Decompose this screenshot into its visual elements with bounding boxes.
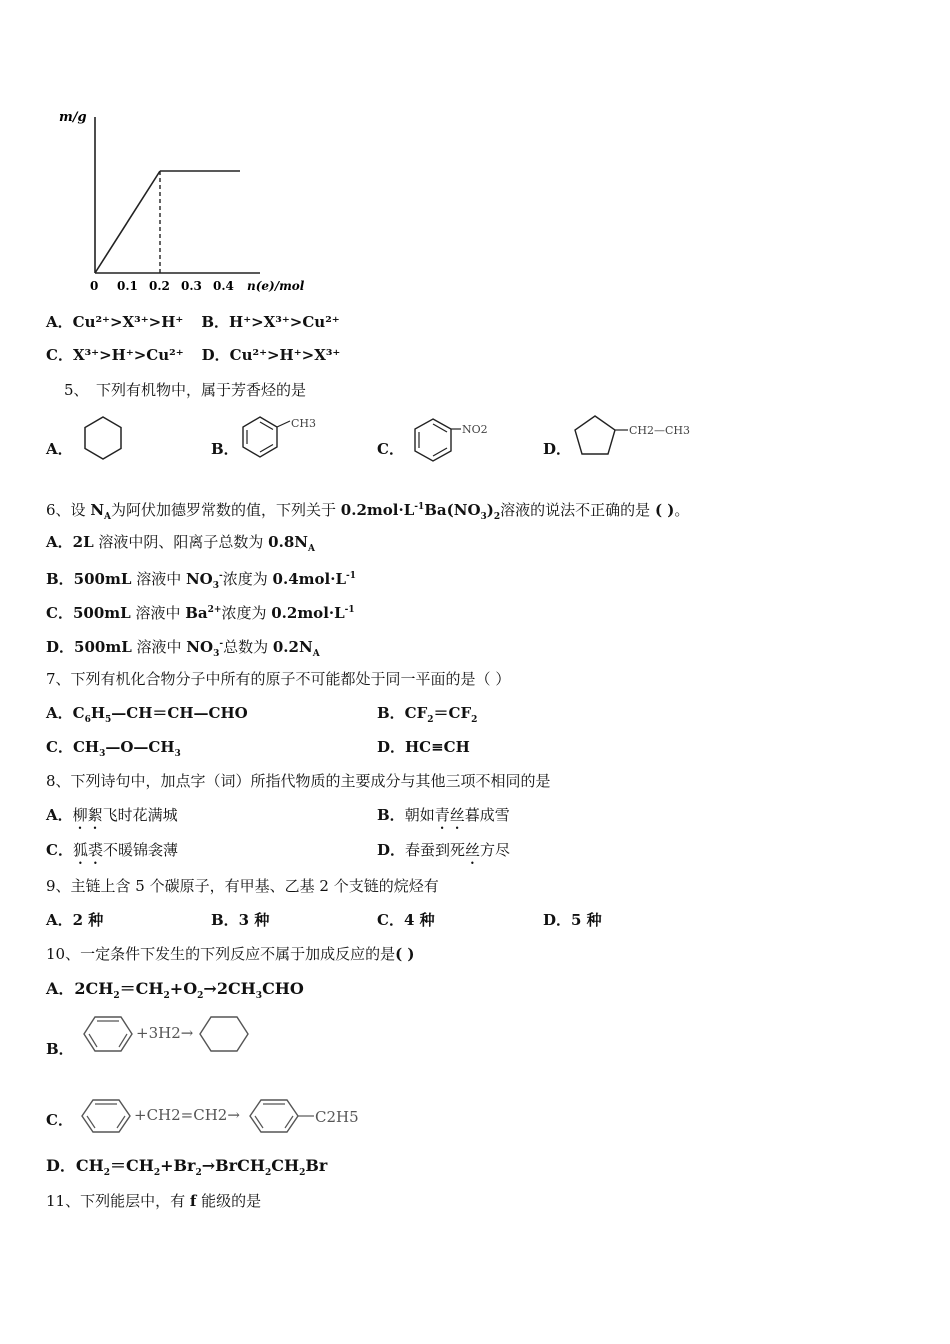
q6-stem: 6、设 $N_A$为阿伏加德罗常数的值，下列关于 $0.2mol\cdot L^{-1}Ba(NO_3)_2$溶液的说法不正确的是 ( )。 bbox=[46, 501, 690, 522]
tick-0.1: 0.1 bbox=[117, 279, 138, 293]
tick-0: 0 bbox=[90, 279, 99, 293]
q6-option-c: C．500mL 溶液中 $Ba^{2+}$浓度为 $0.2mol\cdot L^{-1}$ bbox=[46, 604, 355, 622]
tick-0.2: 0.2 bbox=[149, 279, 170, 293]
hydrogen-reagent: +3H2→ bbox=[136, 1024, 194, 1042]
q8-option-b: B．朝如青丝暮成雪 bbox=[377, 806, 510, 824]
nitro-group: NO2 bbox=[462, 423, 488, 436]
q9-stem: 9、主链上含 5 个碳原子，有甲基、乙基 2 个支链的烷烃有 bbox=[46, 877, 439, 895]
q6-option-d: D．500mL 溶液中 $NO_3^-$总数为 $0.2N_A$ bbox=[46, 638, 320, 659]
q7-option-c: C．$CH_3—O—CH_3$ bbox=[46, 738, 181, 759]
q8-c-dotted: 狐裘 bbox=[72, 841, 103, 859]
ethylene-reagent: +CH2=CH2→ bbox=[134, 1106, 240, 1124]
ethyl-group: CH2—CH3 bbox=[629, 424, 691, 437]
tick-0.3: 0.3 bbox=[181, 279, 202, 293]
methyl-group: CH3 bbox=[291, 417, 317, 430]
benzene-ethylene-equation bbox=[78, 1094, 368, 1138]
q6-option-a: A．2L 溶液中阴、阳离子总数为 $0.8N_A$ bbox=[46, 533, 315, 554]
cyclohexane-structure bbox=[78, 413, 128, 463]
q4-d-text: Cu²⁺>H⁺>X³⁺ bbox=[229, 346, 341, 364]
q9-option-d: D．5 种 bbox=[543, 911, 602, 929]
q5-d-label: D． bbox=[543, 440, 572, 458]
q4-options-row2 bbox=[46, 345, 340, 365]
tick-0.4: 0.4 bbox=[213, 279, 234, 293]
q8-option-a: A．柳絮飞时花满城 bbox=[46, 806, 178, 824]
q10-c-label: C． bbox=[46, 1111, 73, 1129]
q8-a-dotted: 柳絮 bbox=[72, 806, 103, 824]
q8-option-d: D．春蚕到死丝方尽 bbox=[377, 841, 511, 859]
q5-a-label: A． bbox=[46, 440, 73, 458]
q9-option-c: C．4 种 bbox=[377, 911, 435, 929]
q4-options-row1 bbox=[46, 312, 340, 332]
q7-option-b: B．$CF_2=CF_2$ bbox=[377, 704, 478, 725]
q8-stem: 8、下列诗句中，加点字（词）所指代物质的主要成分与其他三项不相同的是 bbox=[46, 772, 551, 790]
q4-a-label: A． bbox=[46, 313, 73, 331]
q8-b-dotted: 青丝 bbox=[434, 806, 465, 824]
q10-option-a: A．$2CH_2=CH_2+O_2\to 2CH_3CHO$ bbox=[46, 979, 304, 1002]
graph-ylabel: m/g bbox=[59, 110, 87, 125]
q4-b-label: B． bbox=[201, 313, 230, 331]
q4-a-text: Cu²⁺>X³⁺>H⁺ bbox=[72, 313, 184, 331]
nitrobenzene-structure bbox=[411, 415, 506, 467]
q4-d-label: D． bbox=[201, 346, 230, 364]
ethylcyclopentane-structure bbox=[570, 412, 700, 462]
q9-option-b: B．3 种 bbox=[211, 911, 270, 929]
q7-stem: 7、下列有机化合物分子中所有的原子不可能都处于同一平面的是（ ） bbox=[46, 670, 511, 688]
q7-option-d: D．HC≡CH bbox=[377, 738, 470, 756]
q10-b-label: B． bbox=[46, 1040, 74, 1058]
toluene-structure bbox=[240, 413, 330, 465]
q4-c-label: C． bbox=[46, 346, 73, 364]
ethyl-substituent: C2H5 bbox=[315, 1108, 359, 1126]
q4-c-text: X³⁺>H⁺>Cu²⁺ bbox=[72, 346, 184, 364]
q7-option-a: A．$C_6H_5—CH=CH—CHO$ bbox=[46, 704, 248, 725]
q8-option-c: C．狐裘不暖锦衾薄 bbox=[46, 841, 178, 859]
q5-b-label: B． bbox=[211, 440, 239, 458]
benzene-hydrogenation-equation bbox=[78, 1012, 258, 1056]
mass-vs-electron-graph bbox=[55, 105, 325, 300]
q5-c-label: C． bbox=[377, 440, 404, 458]
q10-stem: 10、一定条件下发生的下列反应不属于加成反应的是( ) bbox=[46, 945, 415, 963]
q10-option-d: D．$CH_2=CH_2+Br_2\to BrCH_2CH_2Br$ bbox=[46, 1156, 328, 1179]
q5-stem: 5、 下列有机物中，属于芳香烃的是 bbox=[64, 381, 307, 399]
q8-d-dotted: 丝 bbox=[465, 841, 481, 859]
q11-stem: 11、下列能层中，有 f 能级的是 bbox=[46, 1192, 262, 1210]
q4-b-text: H⁺>X³⁺>Cu²⁺ bbox=[229, 313, 340, 331]
graph-xlabel: n(e)/mol bbox=[247, 279, 305, 293]
q6-option-b: B．500mL 溶液中 $NO_3^-$浓度为 $0.4mol\cdot L^{-1}$ bbox=[46, 570, 356, 591]
rising-segment bbox=[95, 171, 160, 273]
q9-option-a: A．2 种 bbox=[46, 911, 104, 929]
